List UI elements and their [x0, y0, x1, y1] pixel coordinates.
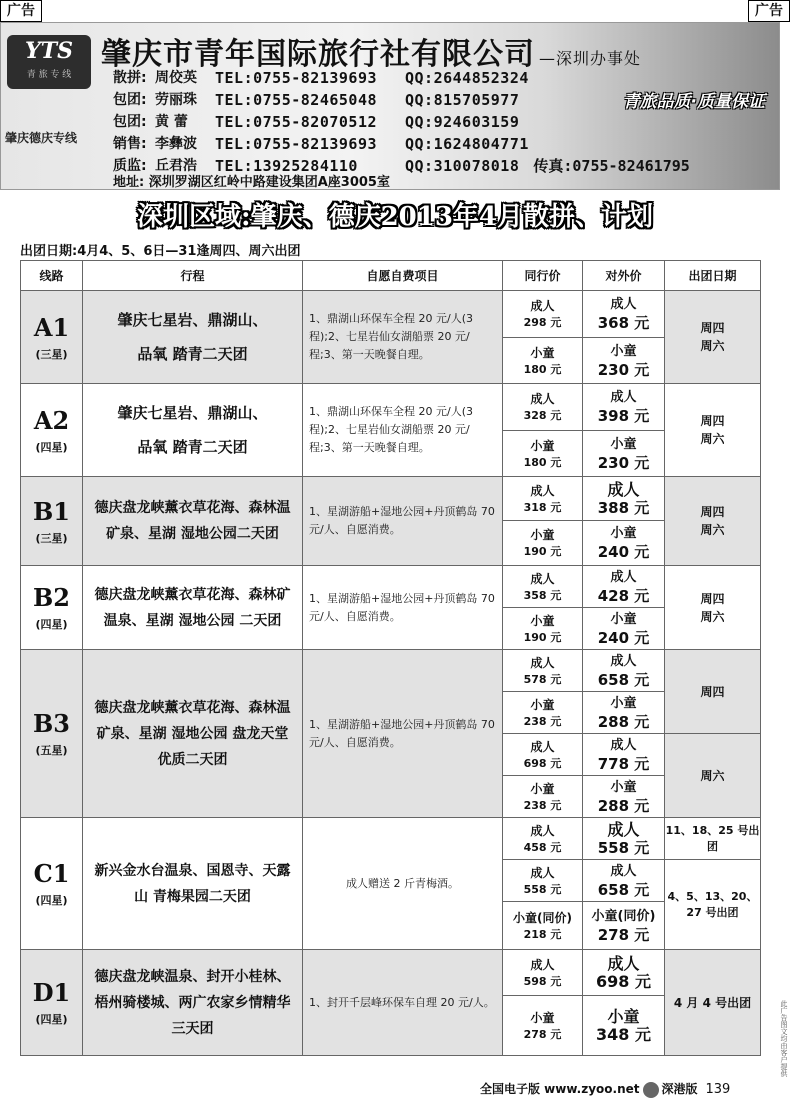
- peer-value: 238 元: [523, 798, 562, 812]
- public-label: 小童: [610, 526, 637, 541]
- departure-day: 周六: [700, 432, 725, 446]
- public-price-cell: [583, 692, 665, 734]
- staff-contact-list: [113, 67, 733, 177]
- public-value: 398 元: [597, 407, 650, 425]
- peer-value: 698 元: [523, 756, 562, 770]
- branch-name: —深圳办事处: [539, 49, 642, 68]
- ad-label-left: 广告: [0, 0, 42, 22]
- peer-label: 小童: [530, 345, 555, 360]
- public-price-cell: [583, 950, 665, 996]
- agency-header-banner: [0, 22, 780, 190]
- public-label: 成人: [607, 819, 640, 839]
- staff-qq: QQ:310078018: [405, 157, 520, 175]
- public-price-cell: [583, 776, 665, 818]
- optional-cell: [303, 384, 503, 477]
- peer-price-cell: [503, 860, 583, 902]
- staff-name: 周佼英: [155, 70, 197, 86]
- public-price-cell: [583, 291, 665, 338]
- public-value: 388 元: [597, 498, 650, 517]
- public-value: 428 元: [597, 586, 650, 605]
- public-label: 小童(同价): [591, 908, 656, 924]
- itinerary-line: 矿泉、星湖 湿地公园 盘龙天堂: [96, 725, 289, 742]
- route-code-cell: [21, 384, 83, 477]
- table-row: [21, 291, 761, 338]
- peer-price-cell: [503, 734, 583, 776]
- staff-row: [113, 133, 733, 155]
- route-code-cell: [21, 818, 83, 950]
- peer-price-cell: [503, 291, 583, 338]
- zyoo-badge-icon: [643, 1082, 659, 1098]
- public-label: 成人: [610, 390, 637, 405]
- optional-text: 1、封开千层峰环保车自理 20 元/人。: [309, 995, 495, 1009]
- peer-value: 318 元: [523, 500, 562, 514]
- optional-cell: [303, 291, 503, 384]
- staff-name: 李彝波: [155, 136, 197, 152]
- public-price-cell: [583, 996, 665, 1056]
- public-price-cell: [583, 650, 665, 692]
- peer-label: 成人: [530, 299, 555, 313]
- staff-name: 劳丽珠: [155, 92, 197, 108]
- staff-role: 销售:: [113, 136, 147, 152]
- public-price-cell: [583, 384, 665, 431]
- peer-label: 小童(同价): [513, 910, 572, 925]
- yts-logo: [7, 35, 91, 89]
- optional-cell: [303, 818, 503, 950]
- peer-price-cell: [503, 650, 583, 692]
- public-price-cell: [583, 860, 665, 902]
- public-value: 240 元: [597, 543, 650, 561]
- peer-value: 458 元: [523, 840, 562, 854]
- public-label: 小童: [610, 695, 637, 711]
- public-price-cell: [583, 566, 665, 608]
- peer-value: 180 元: [523, 362, 562, 376]
- public-label: 成人: [607, 479, 640, 499]
- peer-value: 190 元: [523, 545, 562, 558]
- peer-value: 558 元: [523, 882, 562, 896]
- public-value: 288 元: [597, 712, 650, 731]
- route-star: (三星): [35, 531, 68, 545]
- company-title: 肇庆市青年国际旅行社有限公司: [101, 37, 535, 72]
- staff-role: 散拼:: [113, 70, 147, 86]
- itinerary-line: 新兴金水台温泉、国恩寺、天露: [94, 862, 291, 879]
- itinerary-line: 温泉、星湖 湿地公园 二天团: [103, 612, 282, 629]
- route-star: (四星): [35, 1013, 68, 1026]
- peer-price-cell: [503, 566, 583, 608]
- public-value: 778 元: [597, 754, 650, 773]
- side-disclaimer: 此广告图文均由客户提供: [780, 1000, 788, 1077]
- route-star: (四星): [35, 440, 68, 454]
- staff-tel: TEL:0755-82139693: [215, 69, 378, 87]
- departure-cell: [665, 477, 761, 566]
- page-number: 139: [705, 1082, 731, 1097]
- optional-text: 1、星湖游船+湿地公园+丹顶鹤岛 70 元/人、自愿消费。: [309, 591, 495, 623]
- staff-qq: QQ:815705977: [405, 91, 520, 109]
- departure-day: 周四: [700, 505, 725, 519]
- public-value: 698 元: [596, 971, 651, 991]
- public-label: 小童: [610, 779, 637, 795]
- peer-price-cell: [503, 776, 583, 818]
- public-label: 成人: [610, 653, 637, 669]
- departure-cell: [665, 650, 761, 734]
- public-price-cell: [583, 477, 665, 521]
- route-star: (四星): [35, 894, 68, 907]
- itinerary-line: 山 青梅果园二天团: [134, 888, 251, 905]
- peer-label: 成人: [530, 739, 555, 754]
- itinerary-line: 三天团: [171, 1020, 214, 1037]
- optional-text: 1、鼎湖山环保车全程 20 元/人(3 程);2、七星岩仙女湖船票 20 元/程;3、第一天晚餐自理。: [309, 312, 473, 361]
- route-star: (五星): [35, 744, 68, 757]
- peer-price-cell: [503, 431, 583, 477]
- fax-number: 传真:0755-82461795: [533, 157, 690, 175]
- staff-tel: TEL:0755-82070512: [215, 113, 378, 131]
- staff-tel: TEL:0755-82139693: [215, 135, 378, 153]
- peer-label: 成人: [530, 655, 555, 670]
- departure-day: 4 月 4 号出团: [673, 995, 752, 1010]
- public-value: 558 元: [597, 838, 650, 857]
- peer-label: 成人: [530, 392, 555, 406]
- peer-label: 小童: [530, 438, 555, 453]
- route-code-cell: [21, 566, 83, 650]
- departure-day: 周四: [700, 321, 725, 335]
- public-value: 278 元: [597, 925, 650, 944]
- optional-cell: [303, 650, 503, 818]
- departure-day: 周六: [700, 609, 725, 624]
- itinerary-line: 德庆盘龙峡薰衣草花海、森林温: [94, 699, 291, 716]
- departure-day: 周四: [700, 414, 725, 428]
- staff-qq: QQ:2644852324: [405, 69, 529, 87]
- itinerary-cell: [83, 477, 303, 566]
- public-label: 小童: [610, 436, 637, 452]
- table-row: [21, 566, 761, 608]
- optional-cell: [303, 477, 503, 566]
- public-label: 成人: [610, 297, 637, 312]
- peer-label: 小童: [530, 697, 555, 712]
- peer-value: 190 元: [523, 630, 562, 644]
- ad-label-right: 广告: [748, 0, 790, 22]
- departure-day: 11、18、25 号出团: [665, 823, 760, 853]
- public-value: 240 元: [597, 628, 650, 647]
- itinerary-line: 梧州骑楼城、两广农家乡情精华: [94, 994, 291, 1011]
- itinerary-line: 德庆盘龙峡薰衣草花海、森林温: [94, 500, 291, 516]
- public-value: 368 元: [597, 314, 650, 332]
- header-public-price: 对外价: [583, 261, 665, 291]
- route-code: A2: [33, 405, 70, 435]
- departure-day: 4、5、13、20、27 号出团: [667, 889, 758, 919]
- peer-label: 成人: [530, 957, 555, 972]
- departure-day: 周六: [700, 768, 725, 783]
- departure-cell: [665, 950, 761, 1056]
- route-side-label: 肇庆德庆专线: [5, 131, 78, 145]
- table-header-row: [21, 261, 761, 291]
- slogan: 青旅品质·质量保证: [622, 92, 765, 112]
- itinerary-line: 德庆盘龙峡薰衣草花海、森林矿: [94, 586, 291, 603]
- public-value: 348 元: [596, 1024, 651, 1044]
- route-code: C1: [33, 859, 70, 888]
- public-label: 成人: [610, 737, 637, 753]
- departure-note: 出团日期:4月4、5、6日—31逢周四、周六出团: [20, 244, 301, 259]
- route-code: D1: [32, 978, 71, 1007]
- header-itinerary: 行程: [83, 261, 303, 291]
- staff-name: 丘君浩: [155, 158, 197, 174]
- public-price-cell: [583, 734, 665, 776]
- header-peer-price: 同行价: [503, 261, 583, 291]
- route-code-cell: [21, 650, 83, 818]
- itinerary-cell: [83, 650, 303, 818]
- departure-day: 周四: [700, 591, 725, 606]
- itinerary-cell: [83, 818, 303, 950]
- route-code: A1: [33, 312, 70, 342]
- peer-price-cell: [503, 384, 583, 431]
- route-code-cell: [21, 950, 83, 1056]
- public-label: 小童: [607, 1006, 640, 1026]
- peer-price-cell: [503, 996, 583, 1056]
- staff-row: [113, 111, 733, 133]
- public-value: 230 元: [597, 360, 650, 379]
- public-value: 288 元: [597, 796, 650, 815]
- route-code-cell: [21, 477, 83, 566]
- peer-value: 328 元: [523, 409, 562, 422]
- public-price-cell: [583, 521, 665, 566]
- peer-price-cell: [503, 608, 583, 650]
- peer-label: 成人: [530, 483, 555, 498]
- optional-text: 1、星湖游船+湿地公园+丹顶鹤岛 70 元/人、自愿消费。: [309, 505, 495, 536]
- peer-label: 成人: [530, 571, 555, 586]
- footer-edition: 深港版: [661, 1082, 698, 1096]
- staff-role: 包团:: [113, 92, 147, 108]
- peer-value: 578 元: [523, 672, 562, 686]
- table-row: [21, 950, 761, 996]
- departure-cell: [665, 291, 761, 384]
- public-value: 230 元: [597, 453, 650, 472]
- peer-label: 小童: [530, 613, 555, 628]
- public-label: 成人: [610, 863, 637, 879]
- itinerary-cell: [83, 950, 303, 1056]
- itinerary-cell: [83, 566, 303, 650]
- logo-text: YTS: [25, 38, 73, 64]
- table-row: [21, 818, 761, 860]
- public-label: 小童: [610, 343, 637, 359]
- peer-value: 358 元: [523, 588, 562, 602]
- header-route: 线路: [21, 261, 83, 291]
- staff-name: 黄 蕾: [155, 114, 188, 130]
- table-row: [21, 650, 761, 692]
- peer-price-cell: [503, 902, 583, 950]
- route-code: B1: [33, 496, 70, 526]
- itinerary-line: 优质二天团: [157, 751, 228, 768]
- peer-value: 238 元: [523, 714, 562, 728]
- itinerary-line: 品氧 踏青二天团: [137, 345, 248, 363]
- peer-value: 598 元: [523, 974, 562, 988]
- peer-value: 180 元: [523, 455, 562, 469]
- peer-label: 小童: [530, 528, 555, 542]
- itinerary-line: 肇庆七星岩、鼎湖山、: [117, 311, 268, 329]
- itinerary-cell: [83, 384, 303, 477]
- optional-text: 成人赠送 2 斤青梅酒。: [346, 876, 459, 890]
- staff-role: 质监:: [113, 158, 147, 174]
- departure-day: 周六: [700, 523, 725, 537]
- peer-price-cell: [503, 338, 583, 384]
- departure-day: 周六: [700, 339, 725, 353]
- peer-price-cell: [503, 692, 583, 734]
- optional-cell: [303, 950, 503, 1056]
- optional-cell: [303, 566, 503, 650]
- route-code: B3: [33, 709, 70, 738]
- optional-text: 1、鼎湖山环保车全程 20 元/人(3 程);2、七星岩仙女湖船票 20 元/程;3、第一天晚餐自理。: [309, 405, 473, 454]
- public-label: 成人: [610, 569, 637, 585]
- staff-qq: QQ:924603159: [405, 113, 520, 131]
- peer-label: 成人: [530, 865, 555, 880]
- peer-label: 成人: [530, 823, 555, 838]
- header-optional: 自愿自费项目: [303, 261, 503, 291]
- route-star: (三星): [35, 347, 68, 361]
- staff-tel: TEL:13925284110: [215, 157, 358, 175]
- header-departure: 出团日期: [665, 261, 761, 291]
- table-row: [21, 477, 761, 521]
- route-code: B2: [33, 583, 70, 612]
- logo-subtext: 青 旅 专 线: [26, 70, 72, 80]
- public-value: 658 元: [597, 880, 650, 899]
- page-title: 深圳区域:肇庆、德庆2013年4月散拼、计划: [136, 202, 654, 232]
- route-code-cell: [21, 291, 83, 384]
- departure-cell: [665, 566, 761, 650]
- public-price-cell: [583, 338, 665, 384]
- staff-tel: TEL:0755-82465048: [215, 91, 378, 109]
- peer-price-cell: [503, 521, 583, 566]
- peer-price-cell: [503, 477, 583, 521]
- peer-price-cell: [503, 818, 583, 860]
- public-price-cell: [583, 431, 665, 477]
- office-address: 地址: 深圳罗湖区红岭中路建设集团A座3005室: [113, 175, 390, 190]
- footer-site: 全国电子版 www.zyoo.net: [480, 1082, 640, 1096]
- public-label: 成人: [607, 953, 640, 973]
- departure-cell: [665, 734, 761, 818]
- departure-day: 周四: [700, 684, 725, 699]
- staff-row: [113, 67, 733, 89]
- departure-cell: [665, 860, 761, 950]
- staff-qq: QQ:1624804771: [405, 135, 529, 153]
- departure-cell: [665, 818, 761, 860]
- route-star: (四星): [35, 618, 68, 631]
- itinerary-line: 德庆盘龙峡温泉、封开小桂林、: [94, 968, 291, 985]
- public-price-cell: [583, 608, 665, 650]
- staff-role: 包团:: [113, 114, 147, 130]
- itinerary-line: 矿泉、星湖 湿地公园二天团: [106, 526, 279, 542]
- peer-value: 298 元: [523, 316, 562, 329]
- peer-label: 小童: [530, 1010, 555, 1025]
- peer-price-cell: [503, 950, 583, 996]
- peer-value: 278 元: [523, 1027, 562, 1041]
- itinerary-line: 肇庆七星岩、鼎湖山、: [117, 404, 268, 422]
- itinerary-cell: [83, 291, 303, 384]
- public-value: 658 元: [597, 670, 650, 689]
- peer-label: 小童: [530, 781, 555, 796]
- itinerary-line: 品氧 踏青二天团: [137, 438, 248, 456]
- page-footer: [480, 1080, 730, 1098]
- departure-cell: [665, 384, 761, 477]
- optional-text: 1、星湖游船+湿地公园+丹顶鹤岛 70 元/人、自愿消费。: [309, 717, 495, 749]
- tour-schedule-table: [20, 260, 761, 1056]
- peer-value: 218 元: [523, 927, 562, 941]
- table-row: [21, 384, 761, 431]
- public-price-cell: [583, 818, 665, 860]
- public-price-cell: [583, 902, 665, 950]
- public-label: 小童: [610, 611, 637, 627]
